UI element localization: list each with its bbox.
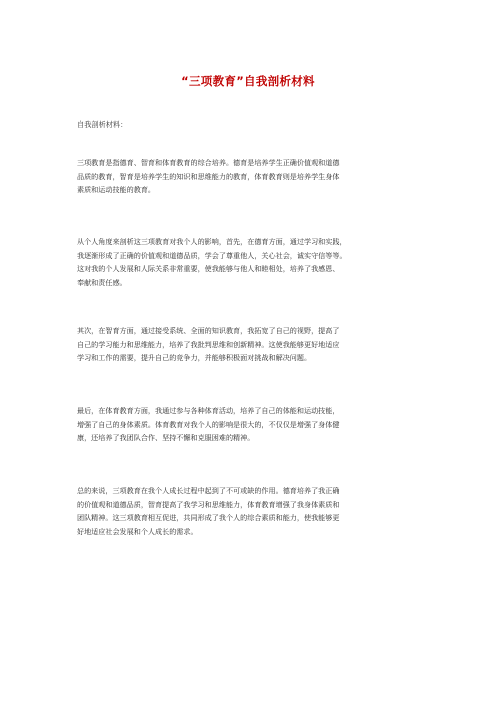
paragraph-line: 增强了自己的身体素质。体育教育对我个人的影响是很大的，不仅仅是增强了身体健 xyxy=(77,419,340,429)
paragraph-4 xyxy=(77,404,439,445)
document-title: “三项教育”自我剖析材料 xyxy=(181,74,315,88)
paragraph-line: 学习和工作的需要，提升自己的竞争力，并能够积极面对挑战和解决问题。 xyxy=(77,353,312,362)
paragraph-line: 品质的教育，智育是培养学生的知识和思维能力的教育，体育教育则是培养学生身体 xyxy=(77,171,340,181)
paragraph-line: 自己的学习能力和思维能力，培养了我批判思维和创新精神。这使我能够更好地适应 xyxy=(77,339,340,349)
paragraph-2 xyxy=(77,235,439,289)
paragraph-line: 康，还培养了我团队合作、坚持不懈和克服困难的精神。 xyxy=(77,433,255,442)
paragraph-line: 的价值观和道德品质，智育提高了我学习和思维能力，体育教育增强了我身体素质和 xyxy=(77,499,340,509)
paragraph-line: 其次，在智育方面，通过接受系统、全面的知识教育，我拓宽了自己的视野，提高了 xyxy=(77,326,340,335)
paragraph-line: 总的来说，三项教育在我个人成长过程中起到了不可或缺的作用。德育培养了我正确 xyxy=(77,486,340,495)
paragraph-3 xyxy=(77,324,439,365)
intro-label: 自我剖析材料： xyxy=(77,120,128,129)
paragraph-line: 素质和运动技能的教育。 xyxy=(77,185,156,194)
paragraph-line: 好地适应社会发展和个人成长的需求。 xyxy=(77,526,198,536)
paragraph-line: 最后，在体育教育方面，我通过参与各种体育活动，培养了自己的体能和运动技能， xyxy=(77,406,340,415)
paragraph-line: 三项教育是指德育、智育和体育教育的综合培养。德育是培养学生正确价值观和道德 xyxy=(77,158,340,167)
paragraph-line: 从个人角度来剖析这三项教育对我个人的影响，首先，在德育方面，通过学习和实践， xyxy=(77,237,347,246)
paragraph-1 xyxy=(77,156,439,197)
paragraph-5 xyxy=(77,484,439,538)
paragraph-line: 奉献和责任感。 xyxy=(77,277,127,287)
paragraph-line: 团队精神。这三项教育相互促进，共同形成了我个人的综合素质和能力，使我能够更 xyxy=(77,513,340,522)
paragraph-line: 我逐渐形成了正确的价值观和道德品质，学会了尊重他人，关心社会，诚实守信等等。 xyxy=(77,250,347,260)
paragraph-line: 这对我的个人发展和人际关系非常重要，使我能够与他人和睦相处，培养了我感恩、 xyxy=(77,264,340,273)
